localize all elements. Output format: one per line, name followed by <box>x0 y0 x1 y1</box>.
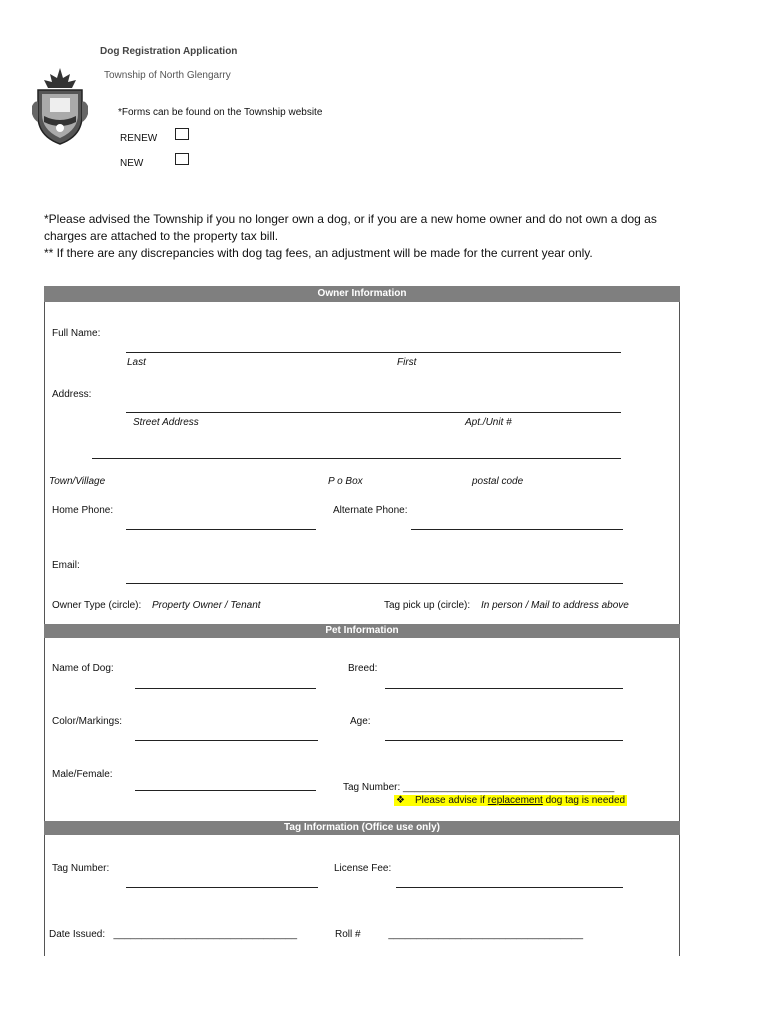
forms-note: *Forms can be found on the Township website <box>118 107 323 118</box>
street-address-caption: Street Address <box>133 417 199 428</box>
male-female-line[interactable] <box>135 790 316 791</box>
email-line[interactable] <box>126 583 623 584</box>
advise-text-start: Please advise if <box>414 795 488 806</box>
street-address-line[interactable] <box>126 412 621 413</box>
tag-pickup-options[interactable]: In person / Mail to address above <box>481 600 629 611</box>
alternate-phone-line[interactable] <box>411 529 623 530</box>
license-fee-line[interactable] <box>396 887 623 888</box>
owner-type-options[interactable]: Property Owner / Tenant <box>152 600 261 611</box>
advise-text-end: dog tag is needed <box>542 795 626 806</box>
email-label: Email: <box>52 560 80 571</box>
tag-section-header: Tag Information (Office use only) <box>44 821 680 835</box>
renew-checkbox[interactable] <box>175 128 189 140</box>
first-name-caption: First <box>397 357 417 368</box>
dog-name-label: Name of Dog: <box>52 663 114 674</box>
pet-section-header: Pet Information <box>44 624 680 638</box>
male-female-label: Male/Female: <box>52 769 113 780</box>
form-title: Dog Registration Application <box>100 46 238 57</box>
age-line[interactable] <box>385 740 623 741</box>
notice-line-2: charges are attached to the property tax bill. <box>44 229 279 243</box>
license-fee-label: License Fee: <box>334 863 392 874</box>
apt-unit-caption: Apt./Unit # <box>465 417 512 428</box>
last-name-caption: Last <box>127 357 146 368</box>
notice-line-1: *Please advised the Township if you no longer own a dog, or if you are a new home owner and do not own a dog as <box>44 212 657 226</box>
renew-label: RENEW <box>120 133 158 144</box>
form-frame <box>44 286 680 956</box>
roll-number-field[interactable]: Roll # ___________________________________ <box>335 929 584 940</box>
breed-line[interactable] <box>385 688 623 689</box>
new-label: NEW <box>120 158 144 169</box>
age-label: Age: <box>350 716 371 727</box>
owner-type-label: Owner Type (circle): <box>52 600 142 611</box>
address-label: Address: <box>52 389 92 400</box>
new-checkbox[interactable] <box>175 153 189 165</box>
po-box-caption: P o Box <box>328 476 363 487</box>
full-name-line[interactable] <box>126 352 621 353</box>
replacement-link[interactable]: replacement <box>487 795 543 806</box>
replacement-notice <box>394 795 627 806</box>
bullet-icon: ❖ <box>396 795 405 806</box>
dog-name-line[interactable] <box>135 688 316 689</box>
date-issued-field[interactable]: Date Issued: _________________________________ <box>49 929 298 940</box>
owner-section-header: Owner Information <box>44 286 680 302</box>
municipality-name: Township of North Glengarry <box>104 70 231 81</box>
color-markings-line[interactable] <box>135 740 318 741</box>
color-markings-label: Color/Markings: <box>52 716 123 727</box>
town-village-caption: Town/Village <box>49 476 106 487</box>
tag-pickup-label: Tag pick up (circle): <box>384 600 471 611</box>
tag-number-label: Tag Number: <box>52 863 110 874</box>
full-name-label: Full Name: <box>52 328 101 339</box>
township-crest-logo <box>32 66 88 146</box>
alternate-phone-label: Alternate Phone: <box>333 505 408 516</box>
town-line[interactable] <box>92 458 621 459</box>
tag-number-line[interactable] <box>126 887 318 888</box>
home-phone-label: Home Phone: <box>52 505 114 516</box>
pet-tag-number[interactable]: Tag Number: ______________________________________ <box>343 782 615 793</box>
postal-code-caption: postal code <box>472 476 524 487</box>
home-phone-line[interactable] <box>126 529 316 530</box>
breed-label: Breed: <box>348 663 378 674</box>
notice-line-3: ** If there are any discrepancies with dog tag fees, an adjustment will be made for the current year only. <box>44 246 593 260</box>
